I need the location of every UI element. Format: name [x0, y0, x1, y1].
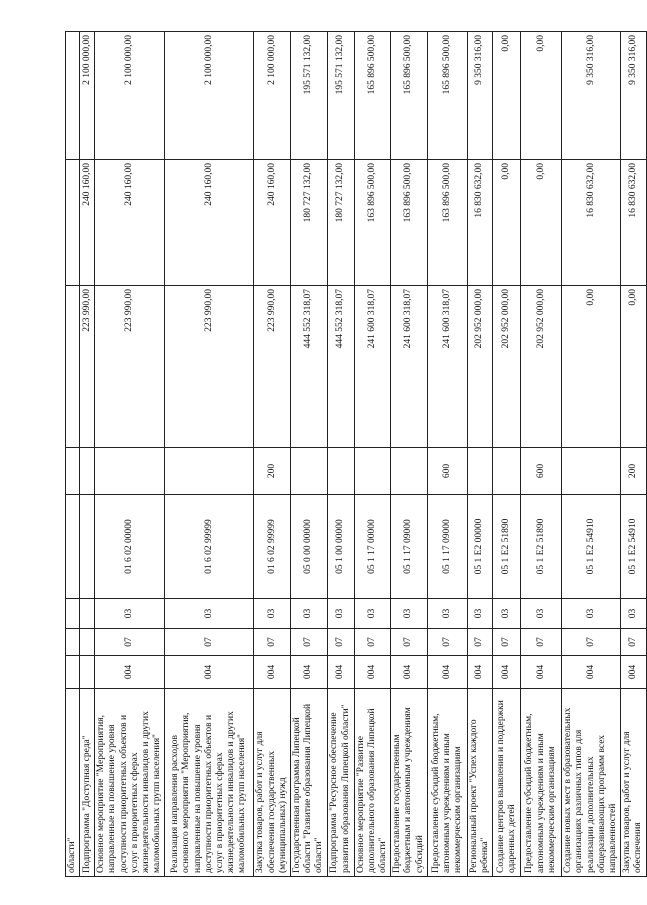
amount-year-1: 223 990,00	[165, 286, 254, 448]
row-name: Создание новых мест в образовательных организациях различных типов для реализации дополнительных общеразвивающих программ всех направленностей	[562, 689, 621, 877]
row-name: области"	[66, 689, 80, 877]
section-code: 07	[391, 629, 428, 656]
table-row	[427, 32, 467, 877]
ved-code: 004	[467, 656, 492, 689]
amount-year-2	[66, 160, 80, 286]
expense-type-code	[165, 448, 254, 495]
section-code	[66, 629, 80, 656]
expense-type-code	[354, 448, 391, 495]
expense-type-code: 200	[254, 448, 291, 495]
amount-year-3	[66, 32, 80, 160]
amount-year-2: 240 160,00	[80, 160, 95, 286]
target-article-code	[80, 495, 95, 599]
target-article-code: 05 1 17 00000	[354, 495, 391, 599]
subsection-code: 03	[427, 599, 467, 629]
table-row	[521, 32, 562, 877]
ved-code: 004	[327, 656, 354, 689]
subsection-code: 03	[391, 599, 428, 629]
row-name: Предоставление субсидий бюджетным, автономным учреждениям и иным некоммерческим организациям	[427, 689, 467, 877]
row-name: Закупка товаров, работ и услуг для обеспечения государственных (муниципальных) нужд	[254, 689, 291, 877]
ved-code: 004	[562, 656, 621, 689]
subsection-code: 03	[165, 599, 254, 629]
ved-code: 004	[354, 656, 391, 689]
table-row	[66, 32, 80, 877]
row-name: Подпрограмма "Доступная среда"	[80, 689, 95, 877]
row-name: Предоставление субсидий бюджетным, автономным учреждениям и иным некоммерческим организациям	[521, 689, 562, 877]
row-name: Закупка товаров, работ и услуг для обеспечения	[621, 689, 646, 877]
amount-year-1: 202 952 000,00	[493, 286, 521, 448]
row-name: Подпрограмма "Ресурсное обеспечение развития образования Липецкой области"	[327, 689, 354, 877]
ved-code: 004	[291, 656, 328, 689]
row-name: Реализация направления расходов основного мероприятия "Мероприятия, направленные на повышение уровня доступности приоритетных объектов и услуг в приоритетных сферах жизнедеятельности инвалидов и других маломобильных групп населения"	[165, 689, 254, 877]
row-name: Создание центров выявления и поддержки одаренных детей	[493, 689, 521, 877]
amount-year-3: 0,00	[493, 32, 521, 160]
row-name: Государственная программа Липецкой области "Развитие образования Липецкой области"	[291, 689, 328, 877]
amount-year-2: 163 896 500,00	[427, 160, 467, 286]
row-name: Основное мероприятие "Мероприятия, направленные на повышение уровня доступности приоритетных объектов и услуг в приоритетных сферах жизнедеятельности инвалидов и других маломобильных групп населения"	[95, 689, 165, 877]
amount-year-3: 0,00	[521, 32, 562, 160]
expense-type-code	[95, 448, 165, 495]
table-row	[493, 32, 521, 877]
ved-code: 004	[391, 656, 428, 689]
amount-year-3: 165 896 500,00	[391, 32, 428, 160]
amount-year-1: 223 990,00	[80, 286, 95, 448]
amount-year-3: 165 896 500,00	[427, 32, 467, 160]
expense-type-code	[291, 448, 328, 495]
target-article-code: 01 6 02 00000	[95, 495, 165, 599]
amount-year-3: 195 571 132,00	[327, 32, 354, 160]
amount-year-2: 163 896 500,00	[391, 160, 428, 286]
ved-code: 004	[165, 656, 254, 689]
amount-year-1: 223 990,00	[254, 286, 291, 448]
amount-year-2: 16 830 632,00	[467, 160, 492, 286]
amount-year-2: 180 727 132,00	[291, 160, 328, 286]
subsection-code: 03	[493, 599, 521, 629]
amount-year-2: 163 896 500,00	[354, 160, 391, 286]
budget-table	[65, 31, 647, 877]
target-article-code: 01 6 02 99999	[165, 495, 254, 599]
section-code: 07	[327, 629, 354, 656]
amount-year-2: 240 160,00	[254, 160, 291, 286]
amount-year-1: 241 600 318,07	[391, 286, 428, 448]
target-article-code: 05 1 E2 51890	[521, 495, 562, 599]
amount-year-2: 0,00	[521, 160, 562, 286]
section-code: 07	[427, 629, 467, 656]
ved-code: 004	[95, 656, 165, 689]
section-code: 07	[493, 629, 521, 656]
amount-year-3: 2 100 000,00	[254, 32, 291, 160]
expense-type-code: 200	[621, 448, 646, 495]
section-code: 07	[354, 629, 391, 656]
amount-year-3: 9 350 316,00	[562, 32, 621, 160]
section-code: 07	[291, 629, 328, 656]
subsection-code: 03	[621, 599, 646, 629]
row-name: Предоставление государственным бюджетным и автономным учреждениям субсидий	[391, 689, 428, 877]
section-code: 07	[165, 629, 254, 656]
subsection-code: 03	[254, 599, 291, 629]
ved-code: 004	[521, 656, 562, 689]
expense-type-code: 600	[521, 448, 562, 495]
subsection-code: 03	[354, 599, 391, 629]
table-row	[354, 32, 391, 877]
expense-type-code	[493, 448, 521, 495]
section-code: 07	[521, 629, 562, 656]
section-code: 07	[467, 629, 492, 656]
subsection-code: 03	[467, 599, 492, 629]
table-row	[80, 32, 95, 877]
amount-year-3: 165 896 500,00	[354, 32, 391, 160]
table-row	[327, 32, 354, 877]
subsection-code: 03	[562, 599, 621, 629]
amount-year-1: 223 990,00	[95, 286, 165, 448]
subsection-code	[80, 599, 95, 629]
ved-code	[80, 656, 95, 689]
subsection-code: 03	[521, 599, 562, 629]
amount-year-3: 195 571 132,00	[291, 32, 328, 160]
expense-type-code	[467, 448, 492, 495]
target-article-code	[66, 495, 80, 599]
section-code: 07	[254, 629, 291, 656]
target-article-code: 05 1 E2 54910	[562, 495, 621, 599]
section-code: 07	[562, 629, 621, 656]
amount-year-1	[66, 286, 80, 448]
amount-year-1: 0,00	[562, 286, 621, 448]
table-row	[562, 32, 621, 877]
amount-year-2: 0,00	[493, 160, 521, 286]
target-article-code: 05 1 17 09000	[391, 495, 428, 599]
row-name: Основное мероприятие "Развитие дополнительного образования Липецкой области"	[354, 689, 391, 877]
expense-type-code	[562, 448, 621, 495]
ved-code	[66, 656, 80, 689]
expense-type-code	[80, 448, 95, 495]
target-article-code: 05 1 00 00000	[327, 495, 354, 599]
subsection-code	[66, 599, 80, 629]
section-code	[80, 629, 95, 656]
table-row	[95, 32, 165, 877]
budget-table-body	[66, 32, 647, 877]
subsection-code: 03	[95, 599, 165, 629]
section-code: 07	[621, 629, 646, 656]
ved-code: 004	[427, 656, 467, 689]
amount-year-1: 444 552 318,07	[291, 286, 328, 448]
amount-year-2: 240 160,00	[95, 160, 165, 286]
amount-year-3: 2 100 000,00	[80, 32, 95, 160]
target-article-code: 01 6 02 99999	[254, 495, 291, 599]
amount-year-2: 16 830 632,00	[621, 160, 646, 286]
table-row	[254, 32, 291, 877]
target-article-code: 05 0 00 00000	[291, 495, 328, 599]
amount-year-3: 9 350 316,00	[621, 32, 646, 160]
table-row	[291, 32, 328, 877]
target-article-code: 05 1 E2 54910	[621, 495, 646, 599]
amount-year-3: 2 100 000,00	[165, 32, 254, 160]
expense-type-code	[66, 448, 80, 495]
ved-code: 004	[493, 656, 521, 689]
amount-year-3: 2 100 000,00	[95, 32, 165, 160]
table-row	[621, 32, 646, 877]
amount-year-2: 180 727 132,00	[327, 160, 354, 286]
target-article-code: 05 1 E2 51890	[493, 495, 521, 599]
table-row	[165, 32, 254, 877]
target-article-code: 05 1 17 09000	[427, 495, 467, 599]
section-code: 07	[95, 629, 165, 656]
amount-year-1: 0,00	[621, 286, 646, 448]
expense-type-code	[327, 448, 354, 495]
amount-year-2: 16 830 632,00	[562, 160, 621, 286]
subsection-code: 03	[327, 599, 354, 629]
expense-type-code	[391, 448, 428, 495]
ved-code: 004	[621, 656, 646, 689]
amount-year-1: 241 600 318,07	[427, 286, 467, 448]
amount-year-1: 241 600 318,07	[354, 286, 391, 448]
ved-code: 004	[254, 656, 291, 689]
target-article-code: 05 1 E2 00000	[467, 495, 492, 599]
expense-type-code: 600	[427, 448, 467, 495]
subsection-code: 03	[291, 599, 328, 629]
table-row	[467, 32, 492, 877]
amount-year-1: 202 952 000,00	[521, 286, 562, 448]
row-name: Региональный проект "Успех каждого ребенка"	[467, 689, 492, 877]
amount-year-1: 444 552 318,07	[327, 286, 354, 448]
amount-year-3: 9 350 316,00	[467, 32, 492, 160]
amount-year-1: 202 952 000,00	[467, 286, 492, 448]
rotated-budget-sheet	[65, 32, 644, 877]
amount-year-2: 240 160,00	[165, 160, 254, 286]
table-row	[391, 32, 428, 877]
